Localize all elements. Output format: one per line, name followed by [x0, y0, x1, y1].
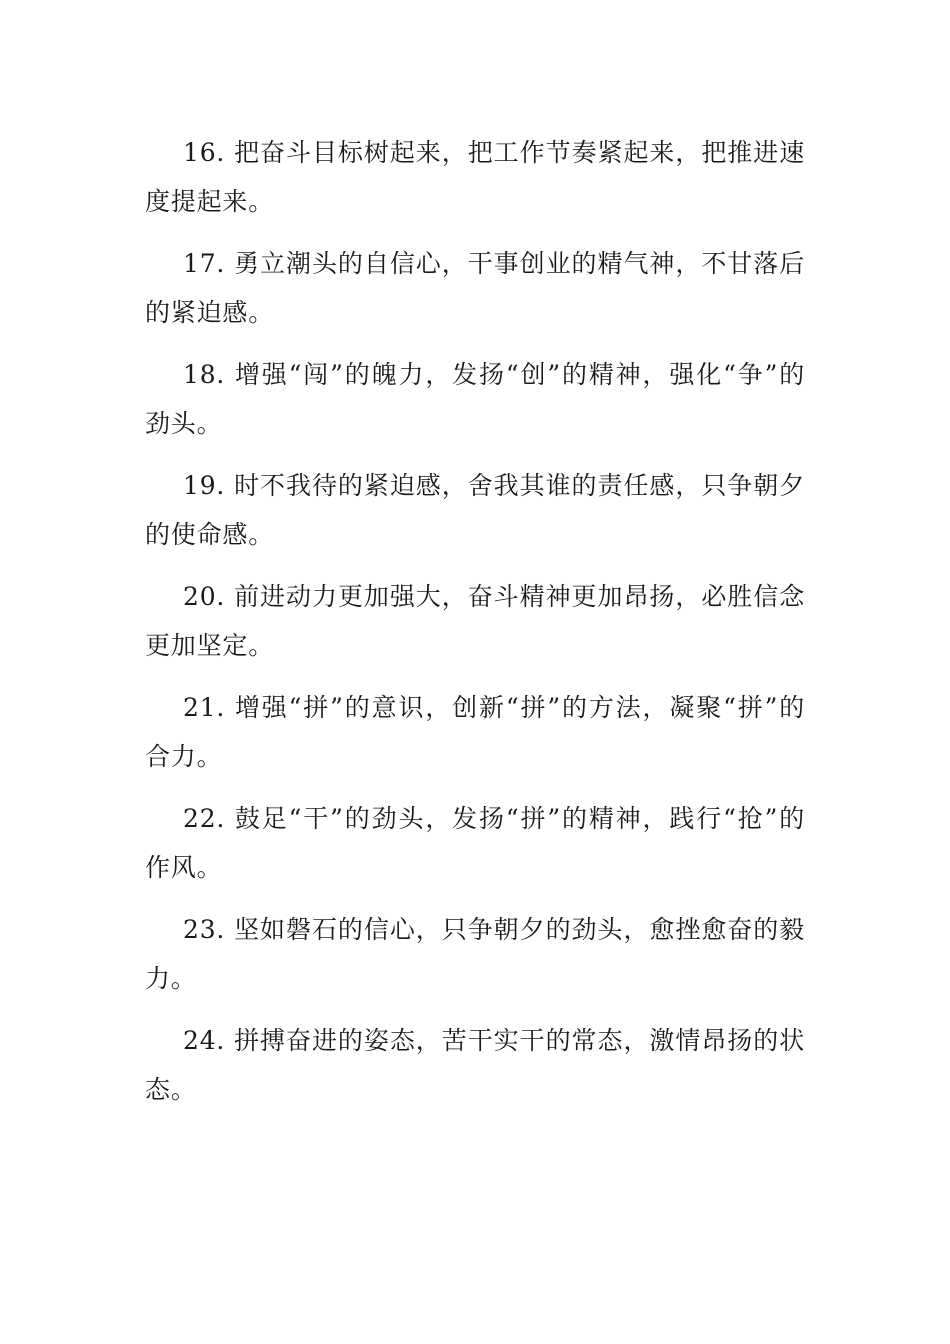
paragraph-20: 20. 前进动力更加强大，奋斗精神更加昂扬，必胜信念更加坚定。: [145, 582, 805, 660]
paragraph-19: 19. 时不我待的紧迫感，舍我其谁的责任感，只争朝夕的使命感。: [145, 471, 805, 549]
paragraph-22: 22. 鼓足“干”的劲头，发扬“拼”的精神，践行“抢”的作风。: [145, 804, 805, 882]
document-body: [145, 128, 805, 1127]
paragraph-16: 16. 把奋斗目标树起来，把工作节奏紧起来，把推进速度提起来。: [145, 138, 805, 216]
paragraph-18: 18. 增强“闯”的魄力，发扬“创”的精神，强化“争”的劲头。: [145, 360, 805, 438]
paragraph-17: 17. 勇立潮头的自信心，干事创业的精气神，不甘落后的紧迫感。: [145, 249, 805, 327]
paragraph-24: 24. 拼搏奋进的姿态，苦干实干的常态，激情昂扬的状态。: [145, 1026, 805, 1104]
paragraph-23: 23. 坚如磐石的信心，只争朝夕的劲头，愈挫愈奋的毅力。: [145, 915, 805, 993]
paragraph-21: 21. 增强“拼”的意识，创新“拼”的方法，凝聚“拼”的合力。: [145, 693, 805, 771]
